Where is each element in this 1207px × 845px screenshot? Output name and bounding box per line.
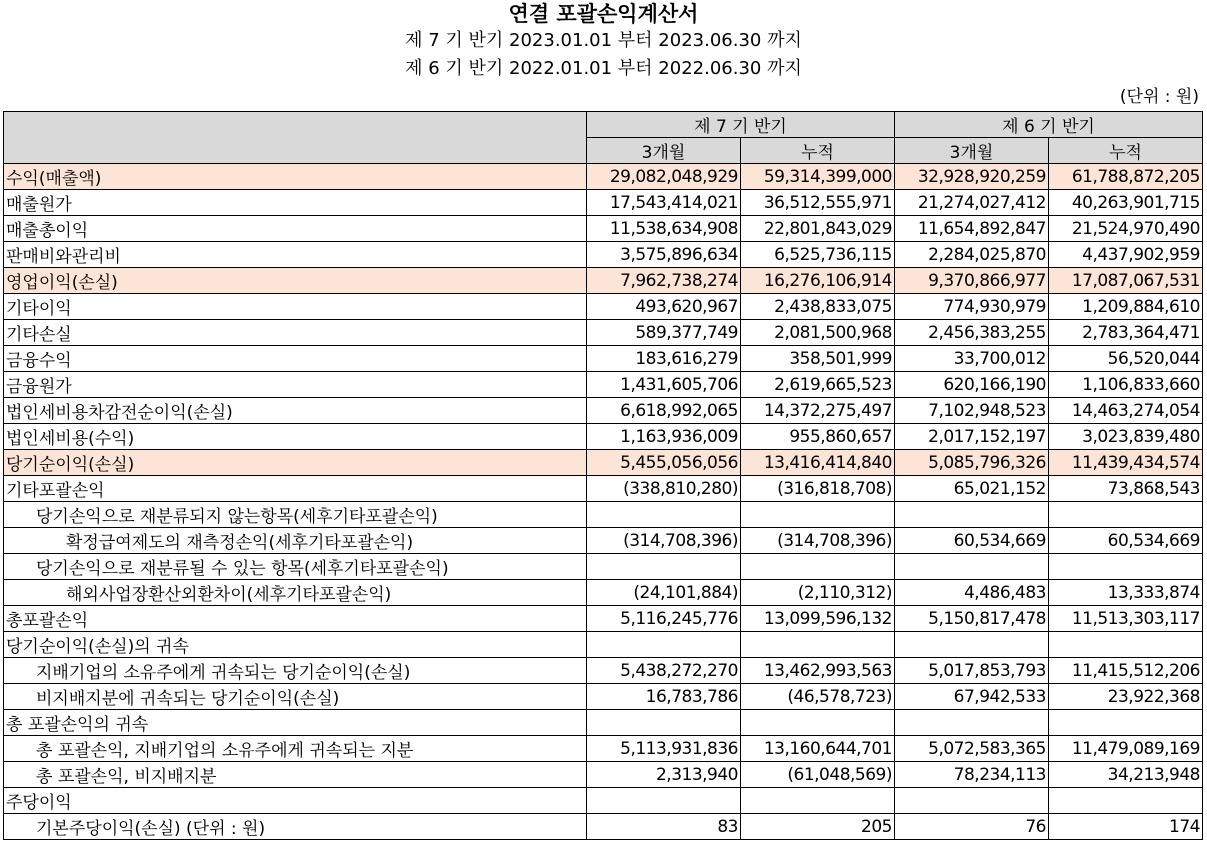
- value-cell: 11,415,512,206: [1049, 658, 1203, 684]
- value-cell: 5,085,796,326: [895, 450, 1049, 476]
- row-label: 기타이익: [4, 294, 587, 320]
- value-cell: 4,486,483: [895, 580, 1049, 606]
- header-current-3m: 3개월: [587, 138, 741, 164]
- table-row: [4, 502, 1203, 528]
- value-cell: 17,543,414,021: [587, 190, 741, 216]
- value-cell: 13,333,874: [1049, 580, 1203, 606]
- period-current: 제 7 기 반기 2023.01.01 부터 2023.06.30 까지: [405, 30, 802, 51]
- value-cell: 5,116,245,776: [587, 606, 741, 632]
- row-label: 해외사업장환산외환차이(세후기타포괄손익): [4, 580, 587, 606]
- value-cell: 2,313,940: [587, 762, 741, 788]
- value-cell: 83: [587, 814, 741, 840]
- value-cell: (314,708,396): [741, 528, 895, 554]
- row-label: 법인세비용(수익): [4, 424, 587, 450]
- value-cell: 11,538,634,908: [587, 216, 741, 242]
- value-cell: 5,150,817,478: [895, 606, 1049, 632]
- row-label: 당기순이익(손실)의 귀속: [4, 632, 587, 658]
- value-cell: 21,274,027,412: [895, 190, 1049, 216]
- value-cell: 33,700,012: [895, 346, 1049, 372]
- value-cell: 65,021,152: [895, 476, 1049, 502]
- row-label: 총 포괄손익, 비지배지분: [4, 762, 587, 788]
- row-label: 매출총이익: [4, 216, 587, 242]
- table-row: [4, 372, 1203, 398]
- row-label: 지배기업의 소유주에게 귀속되는 당기순이익(손실): [4, 658, 587, 684]
- value-cell: 7,962,738,274: [587, 268, 741, 294]
- value-cell: 7,102,948,523: [895, 398, 1049, 424]
- value-cell: 2,017,152,197: [895, 424, 1049, 450]
- table-row: [4, 294, 1203, 320]
- row-label: 수익(매출액): [4, 164, 587, 190]
- table-row: [4, 606, 1203, 632]
- row-label: 영업이익(손실): [4, 268, 587, 294]
- value-cell: 5,072,583,365: [895, 736, 1049, 762]
- table-row: [4, 424, 1203, 450]
- value-cell: [587, 632, 741, 658]
- value-cell: [1049, 502, 1203, 528]
- header-prior-3m: 3개월: [895, 138, 1049, 164]
- value-cell: 22,801,843,029: [741, 216, 895, 242]
- value-cell: 21,524,970,490: [1049, 216, 1203, 242]
- value-cell: 13,462,993,563: [741, 658, 895, 684]
- header-current-period: 제 7 기 반기: [587, 112, 895, 138]
- value-cell: 2,783,364,471: [1049, 320, 1203, 346]
- value-cell: 40,263,901,715: [1049, 190, 1203, 216]
- header-current-cum: 누적: [741, 138, 895, 164]
- table-row: [4, 476, 1203, 502]
- row-label: 비지배지분에 귀속되는 당기순이익(손실): [4, 684, 587, 710]
- row-label: 기타포괄손익: [4, 476, 587, 502]
- value-cell: 1,106,833,660: [1049, 372, 1203, 398]
- income-statement-table: [3, 111, 1203, 840]
- value-cell: 1,431,605,706: [587, 372, 741, 398]
- value-cell: 4,437,902,959: [1049, 242, 1203, 268]
- value-cell: 620,166,190: [895, 372, 1049, 398]
- value-cell: 3,023,839,480: [1049, 424, 1203, 450]
- table-row: [4, 398, 1203, 424]
- value-cell: 3,575,896,634: [587, 242, 741, 268]
- value-cell: 11,479,089,169: [1049, 736, 1203, 762]
- table-row: [4, 710, 1203, 736]
- unit-label: (단위 : 원): [1119, 87, 1199, 107]
- value-cell: 56,520,044: [1049, 346, 1203, 372]
- row-label: 당기손익으로 재분류되지 않는항목(세후기타포괄손익): [4, 502, 587, 528]
- value-cell: 5,017,853,793: [895, 658, 1049, 684]
- table-row: [4, 242, 1203, 268]
- value-cell: (61,048,569): [741, 762, 895, 788]
- table-row: [4, 736, 1203, 762]
- header-account-cell: [4, 112, 587, 164]
- value-cell: 32,928,920,259: [895, 164, 1049, 190]
- value-cell: [741, 710, 895, 736]
- value-cell: [741, 788, 895, 814]
- value-cell: 2,456,383,255: [895, 320, 1049, 346]
- value-cell: [587, 710, 741, 736]
- row-label: 주당이익: [4, 788, 587, 814]
- table-row: [4, 762, 1203, 788]
- value-cell: 11,439,434,574: [1049, 450, 1203, 476]
- value-cell: [587, 788, 741, 814]
- value-cell: 67,942,533: [895, 684, 1049, 710]
- row-label: 총포괄손익: [4, 606, 587, 632]
- table-row: [4, 658, 1203, 684]
- value-cell: 60,534,669: [895, 528, 1049, 554]
- table-row: [4, 164, 1203, 190]
- table-row: [4, 320, 1203, 346]
- table-row: [4, 788, 1203, 814]
- value-cell: 60,534,669: [1049, 528, 1203, 554]
- row-label: 확정급여제도의 재측정손익(세후기타포괄손익): [4, 528, 587, 554]
- value-cell: [741, 502, 895, 528]
- value-cell: [1049, 788, 1203, 814]
- period-prior: 제 6 기 반기 2022.01.01 부터 2022.06.30 까지: [405, 58, 802, 79]
- row-label: 기본주당이익(손실) (단위 : 원): [4, 814, 587, 840]
- value-cell: 955,860,657: [741, 424, 895, 450]
- value-cell: 6,525,736,115: [741, 242, 895, 268]
- table-row: [4, 814, 1203, 840]
- value-cell: 11,513,303,117: [1049, 606, 1203, 632]
- value-cell: [587, 554, 741, 580]
- value-cell: 29,082,048,929: [587, 164, 741, 190]
- value-cell: (46,578,723): [741, 684, 895, 710]
- row-label: 금융원가: [4, 372, 587, 398]
- row-label: 당기손익으로 재분류될 수 있는 항목(세후기타포괄손익): [4, 554, 587, 580]
- value-cell: 5,438,272,270: [587, 658, 741, 684]
- table-row: [4, 684, 1203, 710]
- value-cell: 9,370,866,977: [895, 268, 1049, 294]
- value-cell: 774,930,979: [895, 294, 1049, 320]
- value-cell: 5,113,931,836: [587, 736, 741, 762]
- value-cell: [895, 554, 1049, 580]
- value-cell: 34,213,948: [1049, 762, 1203, 788]
- value-cell: [895, 710, 1049, 736]
- value-cell: [1049, 632, 1203, 658]
- value-cell: 16,276,106,914: [741, 268, 895, 294]
- row-label: 법인세비용차감전순이익(손실): [4, 398, 587, 424]
- header-row-period: [4, 112, 1203, 138]
- value-cell: 17,087,067,531: [1049, 268, 1203, 294]
- value-cell: (24,101,884): [587, 580, 741, 606]
- value-cell: 13,416,414,840: [741, 450, 895, 476]
- value-cell: 13,099,596,132: [741, 606, 895, 632]
- row-label: 금융수익: [4, 346, 587, 372]
- row-label: 당기순이익(손실): [4, 450, 587, 476]
- value-cell: 13,160,644,701: [741, 736, 895, 762]
- value-cell: [741, 554, 895, 580]
- value-cell: 14,372,275,497: [741, 398, 895, 424]
- statement-title: 연결 포괄손익계산서: [508, 2, 699, 26]
- header-prior-cum: 누적: [1049, 138, 1203, 164]
- value-cell: (338,810,280): [587, 476, 741, 502]
- value-cell: 14,463,274,054: [1049, 398, 1203, 424]
- value-cell: 183,616,279: [587, 346, 741, 372]
- value-cell: 11,654,892,847: [895, 216, 1049, 242]
- value-cell: (316,818,708): [741, 476, 895, 502]
- table-row: [4, 346, 1203, 372]
- header-prior-period: 제 6 기 반기: [895, 112, 1203, 138]
- row-label: 판매비와관리비: [4, 242, 587, 268]
- value-cell: 2,619,665,523: [741, 372, 895, 398]
- value-cell: [895, 502, 1049, 528]
- table-row: [4, 268, 1203, 294]
- row-label: 기타손실: [4, 320, 587, 346]
- row-label: 총 포괄손익의 귀속: [4, 710, 587, 736]
- value-cell: [741, 632, 895, 658]
- table-row: [4, 554, 1203, 580]
- table-row: [4, 528, 1203, 554]
- value-cell: 73,868,543: [1049, 476, 1203, 502]
- value-cell: 358,501,999: [741, 346, 895, 372]
- value-cell: 23,922,368: [1049, 684, 1203, 710]
- value-cell: 61,788,872,205: [1049, 164, 1203, 190]
- value-cell: (2,110,312): [741, 580, 895, 606]
- value-cell: 174: [1049, 814, 1203, 840]
- value-cell: 1,209,884,610: [1049, 294, 1203, 320]
- statement-body: [4, 164, 1203, 840]
- value-cell: 493,620,967: [587, 294, 741, 320]
- value-cell: 59,314,399,000: [741, 164, 895, 190]
- table-row: [4, 580, 1203, 606]
- value-cell: [587, 502, 741, 528]
- value-cell: 5,455,056,056: [587, 450, 741, 476]
- value-cell: 205: [741, 814, 895, 840]
- value-cell: [895, 632, 1049, 658]
- value-cell: 78,234,113: [895, 762, 1049, 788]
- value-cell: [895, 788, 1049, 814]
- table-row: [4, 216, 1203, 242]
- value-cell: [1049, 710, 1203, 736]
- value-cell: 1,163,936,009: [587, 424, 741, 450]
- value-cell: 2,438,833,075: [741, 294, 895, 320]
- value-cell: 36,512,555,971: [741, 190, 895, 216]
- value-cell: 2,081,500,968: [741, 320, 895, 346]
- value-cell: 589,377,749: [587, 320, 741, 346]
- table-row: [4, 190, 1203, 216]
- row-label: 매출원가: [4, 190, 587, 216]
- table-row: [4, 632, 1203, 658]
- value-cell: 6,618,992,065: [587, 398, 741, 424]
- value-cell: 2,284,025,870: [895, 242, 1049, 268]
- table-row: [4, 450, 1203, 476]
- row-label: 총 포괄손익, 지배기업의 소유주에게 귀속되는 지분: [4, 736, 587, 762]
- value-cell: 16,783,786: [587, 684, 741, 710]
- value-cell: (314,708,396): [587, 528, 741, 554]
- value-cell: [1049, 554, 1203, 580]
- value-cell: 76: [895, 814, 1049, 840]
